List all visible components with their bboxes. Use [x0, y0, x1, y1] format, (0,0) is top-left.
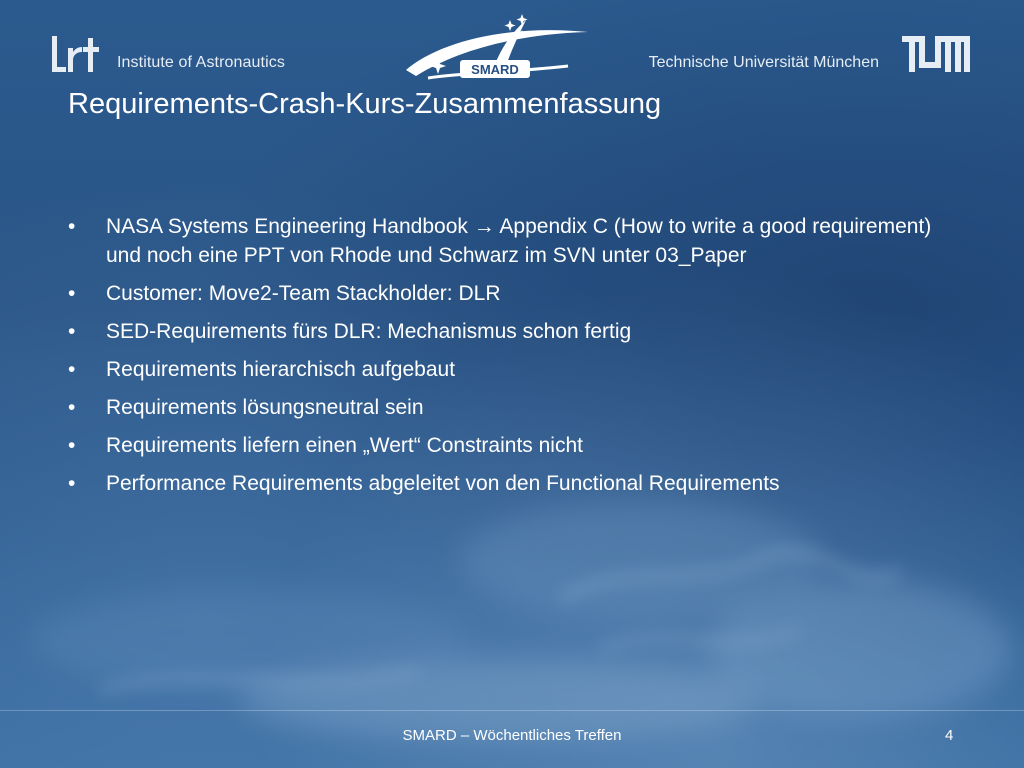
bullet-text-before-arrow: NASA Systems Engineering Handbook: [106, 215, 474, 238]
institute-name: Institute of Astronautics: [117, 54, 285, 71]
smard-logo: [398, 12, 598, 90]
tum-logo: [902, 36, 970, 72]
lrt-logo: [50, 34, 102, 74]
bullet-text: Requirements lösungsneutral sein: [106, 396, 424, 419]
bullet-text: Requirements liefern einen „Wert“ Constraints nicht: [106, 434, 583, 457]
bullet-text: Performance Requirements abgeleitet von den Functional Requirements: [106, 472, 780, 495]
footer-divider: [0, 710, 1024, 711]
bullet-text: Customer: Move2-Team Stackholder: DLR: [106, 282, 501, 305]
bullet-item: [68, 317, 948, 346]
bullet-text-after-arrow: Appendix C (How to write a good requirement) und noch eine PPT von Rhode und Schwarz im SVN unter 03_Paper: [106, 215, 932, 267]
slide-title: Requirements-Crash-Kurs-Zusammenfassung: [68, 88, 662, 120]
footer-title: SMARD – Wöchentliches Treffen: [402, 727, 622, 744]
bullet-text: Requirements hierarchisch aufgebaut: [106, 358, 456, 381]
bullet-item: [68, 431, 948, 460]
bullet-marker: •: [68, 472, 76, 495]
bullet-marker: •: [68, 215, 76, 238]
university-name: Technische Universität München: [648, 54, 879, 71]
bullet-marker: •: [68, 358, 76, 381]
bullet-list: [68, 212, 948, 507]
bullet-marker: •: [68, 396, 76, 419]
bullet-item: [68, 279, 948, 308]
bullet-item: [68, 393, 948, 422]
arrow-icon: →: [473, 215, 495, 238]
bullet-marker: •: [68, 434, 76, 457]
bullet-item: [68, 469, 948, 498]
bullet-marker: •: [68, 282, 76, 305]
page-number: 4: [945, 727, 954, 744]
slide-header: [0, 0, 1024, 90]
bullet-item: [68, 212, 948, 270]
bullet-text: SED-Requirements fürs DLR: Mechanismus schon fertig: [106, 320, 632, 343]
bullet-marker: •: [68, 320, 76, 343]
svg-text:SMARD: SMARD: [471, 62, 519, 77]
bullet-item: [68, 355, 948, 384]
